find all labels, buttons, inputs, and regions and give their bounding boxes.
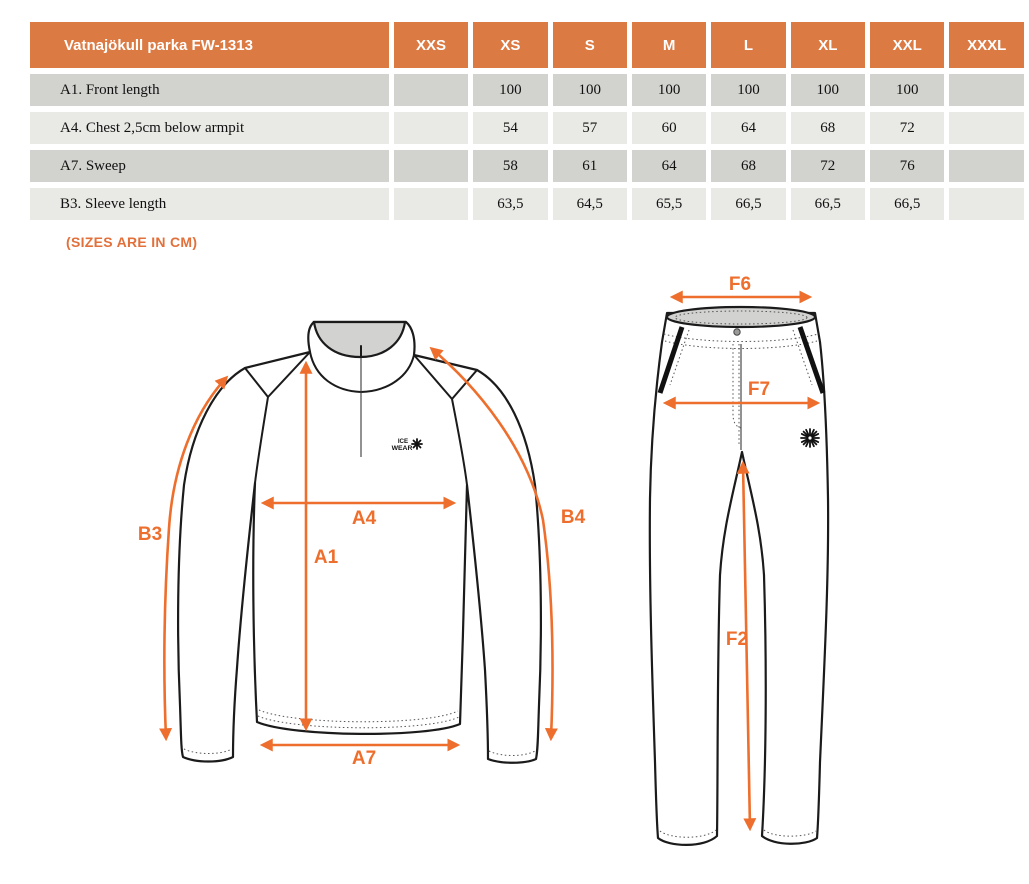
size-value-cell: 66,5 bbox=[791, 188, 865, 220]
label-f2: F2 bbox=[725, 629, 749, 650]
size-value-cell: 64 bbox=[632, 150, 706, 182]
row-label: A7. Sweep bbox=[30, 150, 389, 182]
size-table-header-row bbox=[30, 22, 1024, 68]
table-title: Vatnajökull parka FW-1313 bbox=[30, 22, 389, 68]
size-column-header: XXL bbox=[870, 22, 944, 68]
label-b3: B3 bbox=[137, 524, 163, 545]
size-value-cell: 63,5 bbox=[473, 188, 547, 220]
size-value-cell bbox=[949, 150, 1024, 182]
size-value-cell: 65,5 bbox=[632, 188, 706, 220]
size-value-cell: 100 bbox=[711, 74, 785, 106]
size-value-cell: 68 bbox=[791, 112, 865, 144]
size-value-cell: 60 bbox=[632, 112, 706, 144]
size-value-cell: 72 bbox=[870, 112, 944, 144]
size-value-cell bbox=[394, 150, 468, 182]
label-a1: A1 bbox=[313, 547, 339, 568]
size-value-cell: 100 bbox=[553, 74, 627, 106]
label-a4: A4 bbox=[351, 508, 377, 529]
label-f6: F6 bbox=[728, 274, 752, 295]
pants-diagram bbox=[630, 270, 845, 870]
jacket-diagram bbox=[120, 280, 590, 790]
size-column-header: XL bbox=[791, 22, 865, 68]
label-b4: B4 bbox=[560, 507, 586, 528]
snowflake-icon bbox=[801, 429, 819, 447]
size-column-header: L bbox=[711, 22, 785, 68]
size-value-cell: 100 bbox=[870, 74, 944, 106]
label-f7: F7 bbox=[747, 379, 771, 400]
size-value-cell: 61 bbox=[553, 150, 627, 182]
size-value-cell: 100 bbox=[791, 74, 865, 106]
size-value-cell bbox=[949, 188, 1024, 220]
svg-text:WEAR: WEAR bbox=[391, 445, 413, 452]
size-value-cell: 66,5 bbox=[711, 188, 785, 220]
jacket-outline bbox=[178, 322, 541, 763]
size-value-cell bbox=[394, 112, 468, 144]
size-value-cell bbox=[949, 112, 1024, 144]
sizes-in-cm-note: (SIZES ARE IN CM) bbox=[66, 234, 198, 250]
size-value-cell: 66,5 bbox=[870, 188, 944, 220]
size-value-cell: 64,5 bbox=[553, 188, 627, 220]
size-column-header: XS bbox=[473, 22, 547, 68]
size-value-cell: 76 bbox=[870, 150, 944, 182]
size-value-cell: 64 bbox=[711, 112, 785, 144]
pants-outline bbox=[650, 313, 828, 845]
size-column-header: M bbox=[632, 22, 706, 68]
label-a7: A7 bbox=[351, 748, 377, 769]
row-label: A4. Chest 2,5cm below armpit bbox=[30, 112, 389, 144]
size-value-cell: 100 bbox=[632, 74, 706, 106]
size-value-cell: 72 bbox=[791, 150, 865, 182]
size-value-cell bbox=[394, 188, 468, 220]
svg-text:ICE: ICE bbox=[397, 438, 409, 445]
table-row bbox=[30, 74, 1024, 106]
size-value-cell: 68 bbox=[711, 150, 785, 182]
size-column-header: XXS bbox=[394, 22, 468, 68]
size-value-cell: 100 bbox=[473, 74, 547, 106]
row-label: B3. Sleeve length bbox=[30, 188, 389, 220]
table-row bbox=[30, 150, 1024, 182]
size-value-cell: 57 bbox=[553, 112, 627, 144]
snowflake-icon bbox=[412, 439, 422, 449]
waist-button bbox=[734, 329, 740, 335]
table-row bbox=[30, 188, 1024, 220]
size-column-header: S bbox=[553, 22, 627, 68]
row-label: A1. Front length bbox=[30, 74, 389, 106]
size-value-cell bbox=[394, 74, 468, 106]
size-value-cell: 58 bbox=[473, 150, 547, 182]
size-value-cell: 54 bbox=[473, 112, 547, 144]
size-table bbox=[25, 16, 1029, 226]
table-row bbox=[30, 112, 1024, 144]
size-column-header: XXXL bbox=[949, 22, 1024, 68]
size-value-cell bbox=[949, 74, 1024, 106]
